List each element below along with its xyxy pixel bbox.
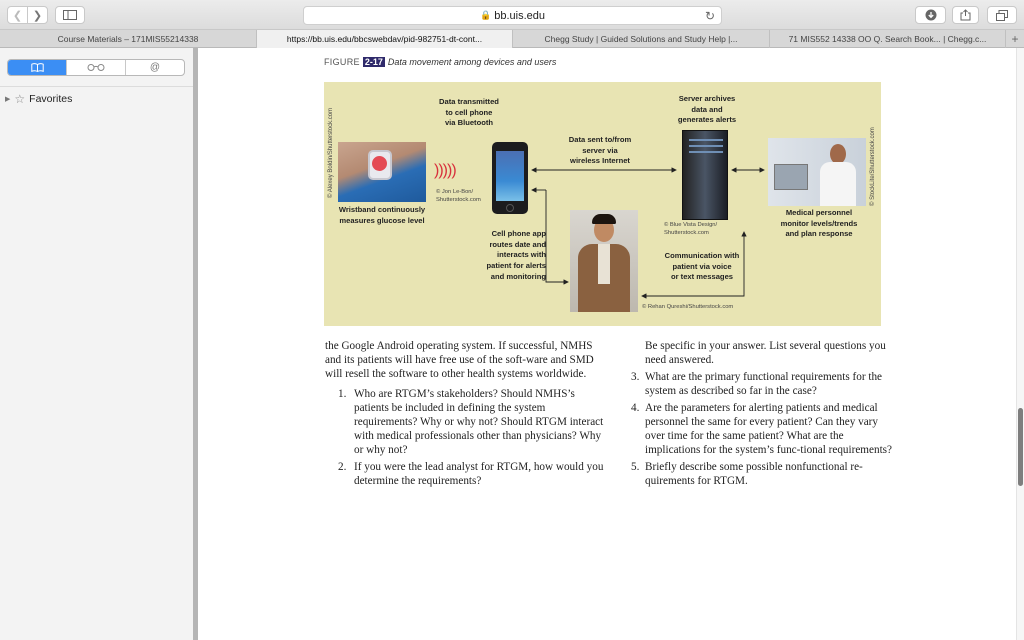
- credit-jon: © Jon Le-Bon/ Shutterstock.com: [436, 189, 481, 203]
- question-item: [325, 460, 607, 488]
- favorites-label: Favorites: [29, 93, 73, 105]
- question-number: 1.: [338, 388, 347, 400]
- medical-personnel-image: [768, 138, 866, 206]
- figure-number: 2-17: [364, 57, 383, 67]
- server-image: [682, 130, 728, 220]
- text-column-left: [325, 339, 607, 488]
- tab-label: 71 MIS552 14338 OO Q. Search Book... | Chegg.c...: [788, 34, 987, 44]
- question-item: [325, 387, 607, 457]
- reading-list-segment[interactable]: [67, 60, 126, 75]
- tab-bar: [0, 30, 1024, 48]
- patient-image: [570, 210, 638, 312]
- label-wristband: Wristband continuously measures glucose level: [338, 205, 426, 225]
- credit-stocklite: © StockLite/Shutterstock.com: [870, 127, 876, 206]
- label-server: Server archives data and generates alerts: [677, 94, 737, 125]
- bluetooth-signal-icon: ))))): [434, 162, 456, 179]
- download-icon: [925, 9, 937, 21]
- tab-bbcswebdav[interactable]: [257, 30, 513, 48]
- credit-alexey: © Alexey Boldin/Shutterstock.com: [328, 107, 334, 198]
- question-item: [631, 401, 893, 457]
- tab-chegg-search[interactable]: [770, 30, 1006, 48]
- favorites-folder[interactable]: [5, 92, 72, 106]
- label-communication: Communication with patient via voice or text messages: [664, 251, 740, 282]
- sidebar-icon: [63, 10, 77, 20]
- figure-caption: [324, 57, 556, 67]
- bookmarks-segment[interactable]: [8, 60, 67, 75]
- question-text: Who are RTGM’s stakeholders? Should NMHS’s patients be included in defining the system requirements? Why or why not? Should RTGM interact with medical professionals other than physicians? Why or why not?: [354, 388, 604, 456]
- label-bluetooth: Data transmitted to cell phone via Bluetooth: [439, 97, 499, 128]
- question-text: Briefly describe some possible nonfunctional re-quirements for RTGM.: [645, 461, 863, 487]
- chevron-left-icon: ❮: [12, 9, 23, 22]
- glasses-icon: [87, 64, 105, 71]
- figure-label: FIGURE: [324, 57, 360, 67]
- label-medical: Medical personnel monitor levels/trends and plan response: [780, 208, 858, 239]
- text-column-right: [631, 339, 893, 488]
- tab-label: Course Materials – 171MIS55214338: [57, 34, 199, 44]
- smartphone-image: [492, 142, 528, 214]
- share-button[interactable]: [952, 6, 979, 24]
- address-bar[interactable]: [303, 6, 722, 25]
- show-tabs-button[interactable]: [987, 6, 1017, 24]
- chevron-right-icon: ❯: [32, 9, 43, 22]
- disclosure-triangle-icon[interactable]: ▶: [5, 96, 11, 103]
- question-text: What are the primary functional requirements for the system as described so far in the case?: [645, 371, 883, 397]
- tab-label: https://bb.uis.edu/bbcswebdav/pid-982751-dt-cont...: [286, 34, 483, 44]
- tabs-icon: [996, 10, 1008, 21]
- figure-title: Data movement among devices and users: [387, 57, 557, 67]
- sidebar-segmented-control: [7, 59, 185, 76]
- back-button[interactable]: [7, 6, 28, 24]
- data-movement-figure: [324, 82, 881, 326]
- new-tab-button[interactable]: [1006, 30, 1024, 47]
- question-text: Are the parameters for alerting patients and medical personnel the same for every patient? Can they vary over time for the same patient? What are the implications for the system’s func-tional requirements?: [645, 402, 892, 456]
- wristband-image: [338, 142, 426, 202]
- tab-label: Chegg Study | Guided Solutions and Study Help |...: [544, 34, 738, 44]
- book-icon: [31, 63, 44, 72]
- question-number: 4.: [631, 402, 640, 414]
- paragraph: Be specific in your answer. List several questions you need answered.: [645, 340, 886, 366]
- question-number: 2.: [338, 461, 347, 473]
- shared-links-segment[interactable]: [126, 60, 184, 75]
- label-cell-app: Cell phone app routes date and interacts with patient for alerts and monitoring: [486, 229, 546, 281]
- paragraph: the Google Android operating system. If successful, NMHS and its patients will have free use of the soft-ware and SMD will resell the software to other health systems worldwide.: [325, 340, 594, 380]
- question-number: 5.: [631, 461, 640, 473]
- label-internet: Data sent to/from server via wireless Internet: [568, 135, 632, 166]
- forward-button[interactable]: [27, 6, 48, 24]
- scrollbar-thumb[interactable]: [1018, 408, 1023, 486]
- share-icon: [960, 9, 971, 21]
- question-item: [631, 370, 893, 398]
- plus-icon: +: [1011, 31, 1019, 46]
- document-page: [198, 48, 1016, 640]
- star-icon: ☆: [14, 92, 26, 106]
- sidebar-divider: [0, 86, 193, 87]
- credit-rehan: © Rehan Qureshi/Shutterstock.com: [642, 304, 734, 310]
- credit-blue-vista: © Blue Vista Design/ Shutterstock.com: [664, 222, 718, 236]
- at-icon: @: [149, 62, 161, 73]
- downloads-button[interactable]: [915, 6, 946, 24]
- sidebar-toggle-button[interactable]: [55, 6, 85, 24]
- vertical-scrollbar[interactable]: [1016, 48, 1024, 640]
- lock-icon: 🔒: [480, 10, 492, 20]
- reload-icon[interactable]: ↻: [704, 9, 715, 23]
- tab-chegg-study[interactable]: [513, 30, 770, 48]
- url-text: bb.uis.edu: [494, 9, 545, 22]
- tab-course-materials[interactable]: [0, 30, 257, 48]
- question-number: 3.: [631, 371, 640, 383]
- sidebar: [0, 48, 193, 640]
- question-text: If you were the lead analyst for RTGM, how would you determine the requirements?: [354, 461, 604, 487]
- browser-toolbar: [0, 0, 1024, 30]
- question-item: [631, 460, 893, 488]
